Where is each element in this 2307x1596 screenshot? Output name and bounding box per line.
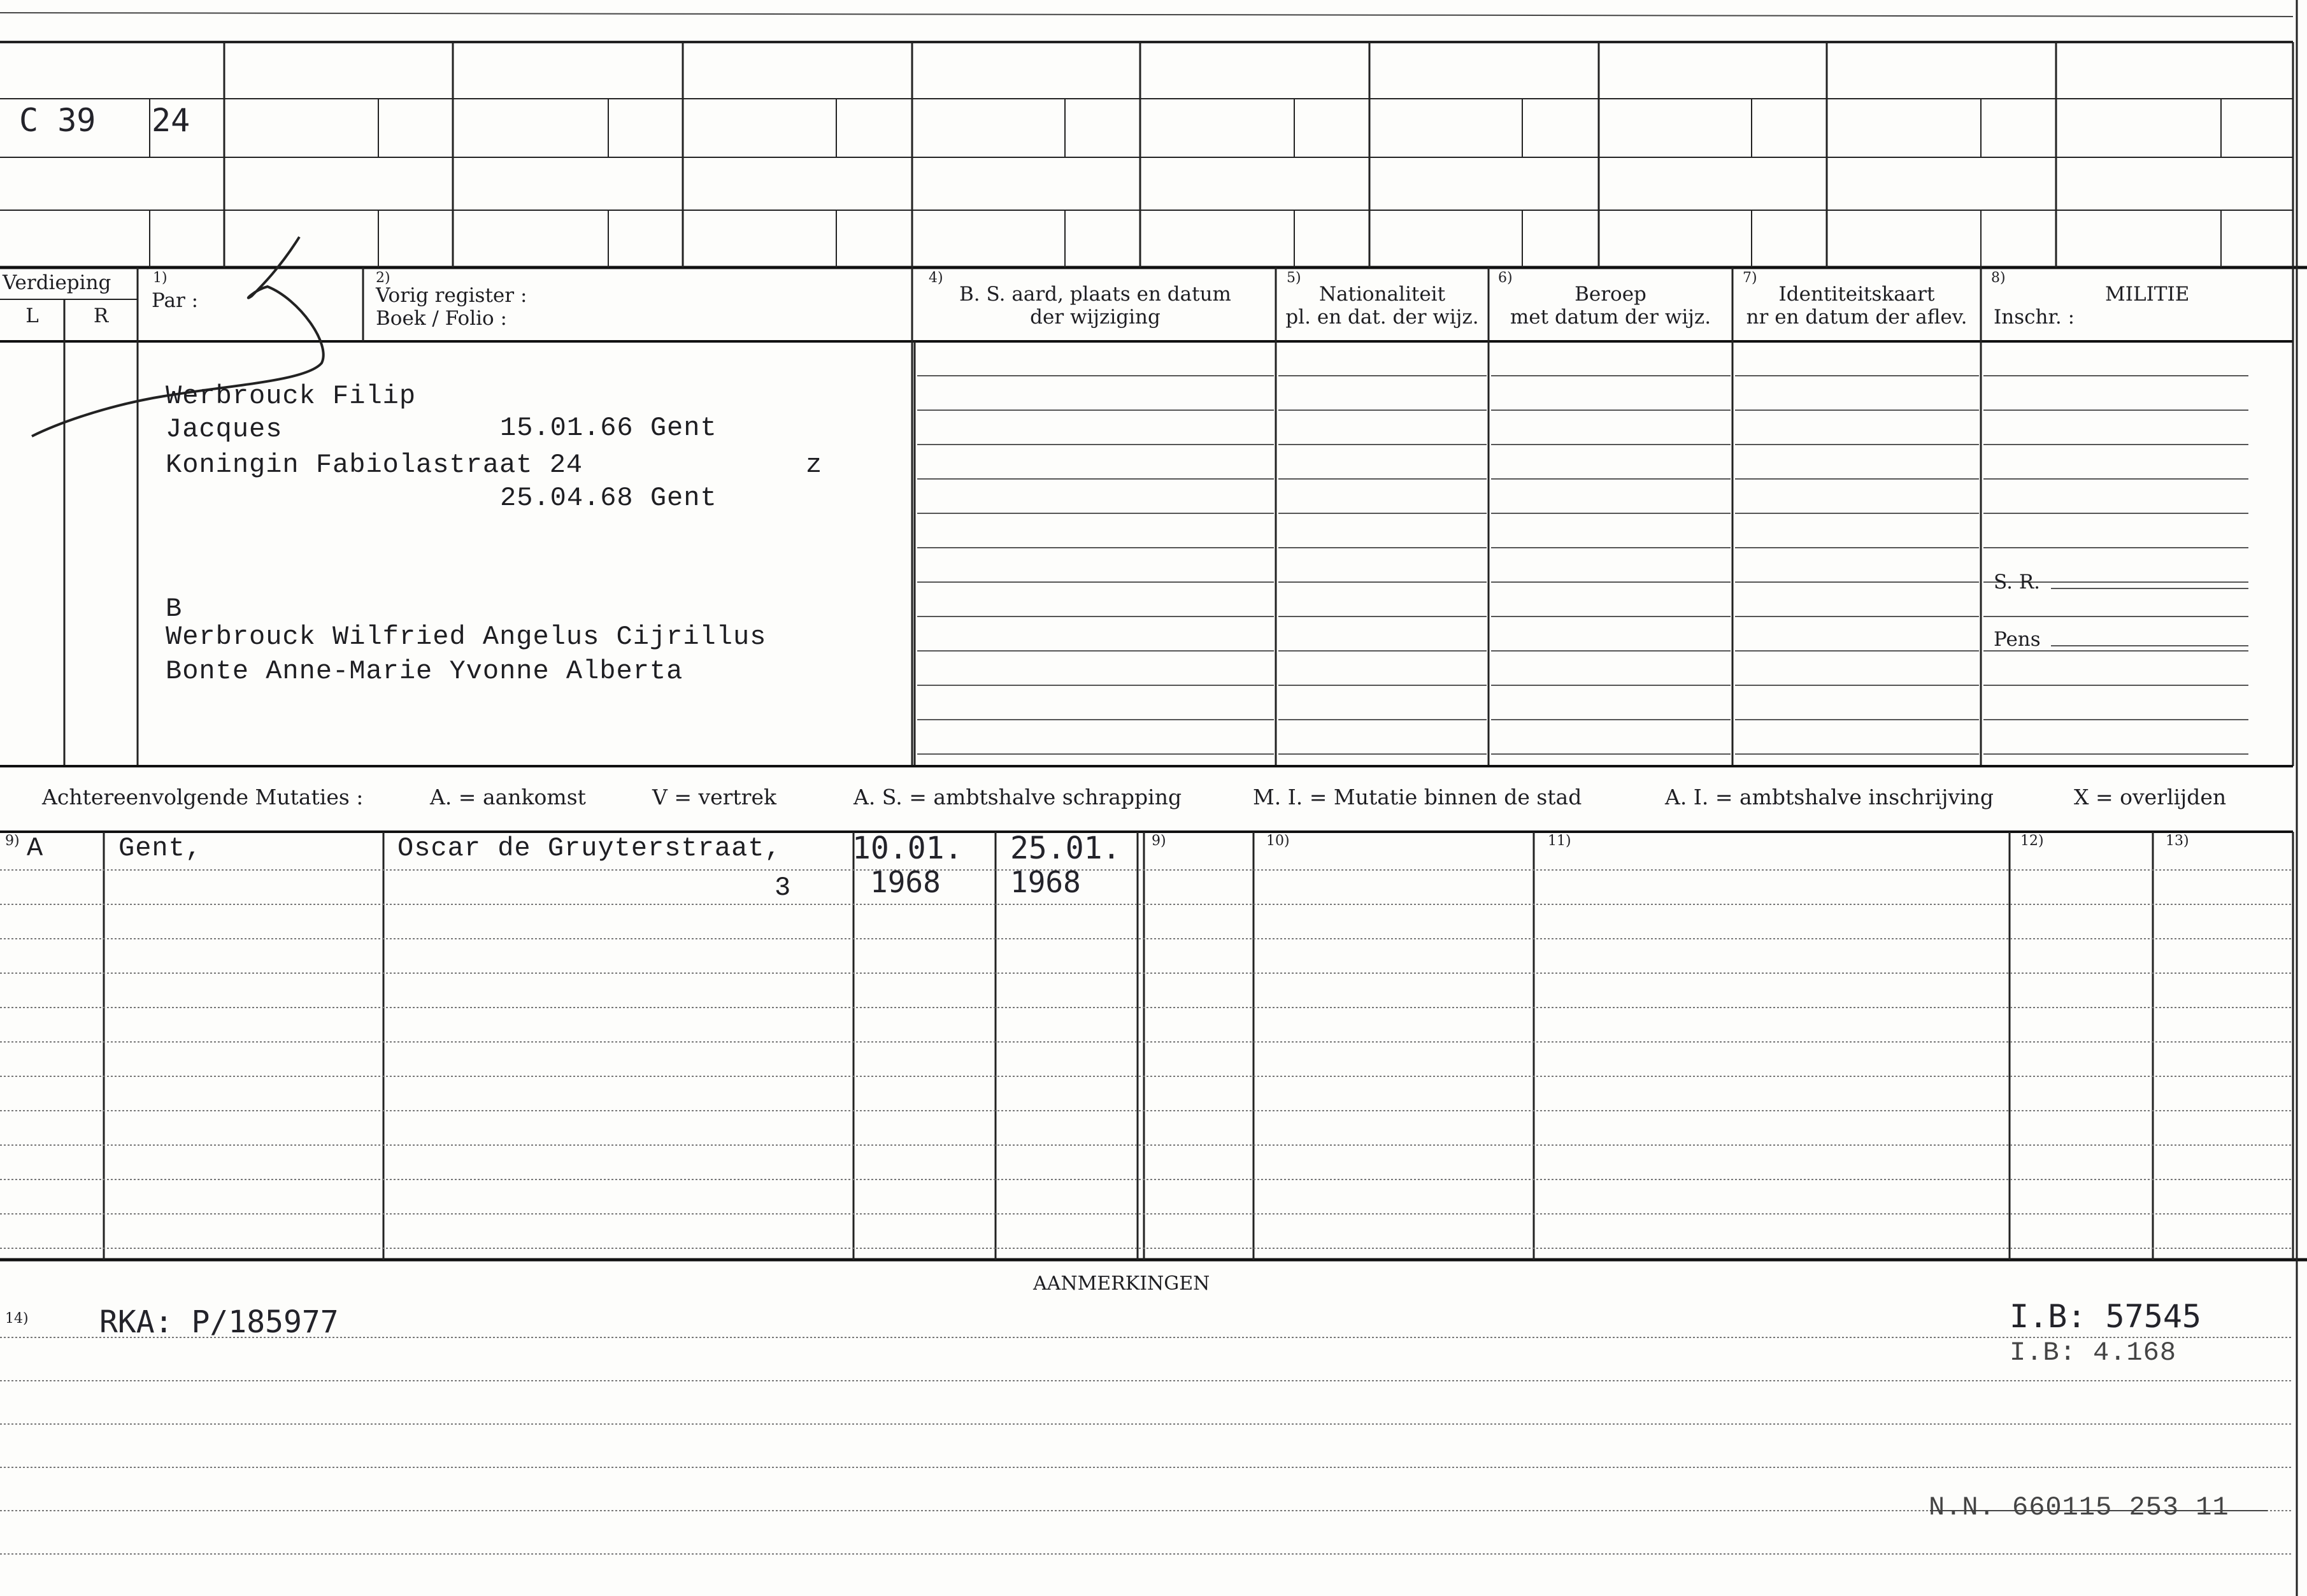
vorig-register-label: Vorig register : <box>376 284 527 307</box>
rka-reference: RKA: P/185977 <box>99 1304 339 1340</box>
col8-num: 8) <box>1991 270 2006 286</box>
legend-overlijden: X = overlijden <box>2074 785 2227 809</box>
identiteitskaart-header: Identiteitskaart <box>1778 283 1935 306</box>
mutation-street: Oscar de Gruyterstraat, <box>397 833 782 864</box>
identiteitskaart-sub: nr en datum der aflev. <box>1746 306 1968 329</box>
col7-num: 7) <box>1743 270 1757 286</box>
militie-header: MILITIE <box>2105 283 2190 306</box>
person-second-name: Jacques <box>166 414 283 445</box>
nationaliteit-sub: pl. en dat. der wijz. <box>1285 306 1479 329</box>
legend-vertrek: V = vertrek <box>652 785 776 809</box>
legend-inschrijving: A. I. = ambtshalve inschrijving <box>1665 785 1994 809</box>
mutation-date1-day: 10.01. <box>852 830 963 866</box>
code-left: C 39 <box>19 102 96 139</box>
beroep-header: Beroep <box>1575 283 1646 306</box>
boek-folio-label: Boek / Folio : <box>376 307 507 330</box>
address: Koningin Fabiolastraat 24 <box>166 450 583 480</box>
col10-num: 10) <box>1266 833 1290 849</box>
col4-num: 4) <box>929 270 943 286</box>
inschr-label: Inschr. : <box>1994 306 2075 329</box>
birth-date-place: 15.01.66 Gent <box>500 413 717 443</box>
marker-b: B <box>166 594 183 624</box>
mother-name: Bonte Anne-Marie Yvonne Alberta <box>166 656 683 687</box>
mutation-date2-day: 25.01. <box>1010 830 1121 866</box>
verdieping-label: Verdieping <box>3 271 111 294</box>
legend-mutatie: M. I. = Mutatie binnen de stad <box>1253 785 1582 809</box>
col9-num-a: 9) <box>5 833 20 849</box>
registration-date-place: 25.04.68 Gent <box>500 483 717 513</box>
col1-num: 1) <box>153 270 168 286</box>
remarks-num: 14) <box>5 1311 29 1327</box>
col11-num: 11) <box>1548 833 1571 849</box>
nationaliteit-header: Nationaliteit <box>1318 283 1446 306</box>
remarks-title: AANMERKINGEN <box>1033 1272 1210 1295</box>
legend-aankomst: A. = aankomst <box>430 785 586 809</box>
col5-num: 5) <box>1287 270 1301 286</box>
legend-title: Achtereenvolgende Mutaties : <box>42 785 364 809</box>
sr-label: S. R. <box>1994 571 2041 594</box>
person-name: Werbrouck Filip <box>166 381 417 411</box>
col12-num: 12) <box>2020 833 2044 849</box>
col9-num: 9) <box>1152 833 1166 849</box>
mutation-house-number: 3 <box>775 873 792 903</box>
legend-schrapping: A. S. = ambtshalve schrapping <box>854 785 1182 809</box>
mutation-date1-year: 1968 <box>870 865 941 899</box>
father-name: Werbrouck Wilfried Angelus Cijrillus <box>166 622 767 652</box>
col6-num: 6) <box>1498 270 1513 286</box>
bs-header-line2: der wijziging <box>1030 306 1161 329</box>
verdieping-l: L <box>25 304 39 327</box>
mutation-date2-year: 1968 <box>1010 865 1081 899</box>
col13-num: 13) <box>2166 833 2189 849</box>
verdieping-r: R <box>93 304 109 327</box>
code-right: 24 <box>152 102 190 139</box>
ib-number-1: I.B: 57545 <box>2010 1298 2202 1335</box>
ib-number-2: I.B: 4.168 <box>2010 1337 2177 1368</box>
par-label: Par : <box>152 289 199 312</box>
mark-z: z <box>806 450 823 480</box>
bs-header-line1: B. S. aard, plaats en datum <box>959 283 1231 306</box>
beroep-sub: met datum der wijz. <box>1510 306 1711 329</box>
mutation-city: Gent, <box>118 833 203 864</box>
pens-label: Pens <box>1994 628 2041 651</box>
col2-num: 2) <box>376 270 390 286</box>
nn-number: N.N. 660115 253 11 <box>1929 1492 2229 1523</box>
mutation-code: A <box>27 833 44 864</box>
